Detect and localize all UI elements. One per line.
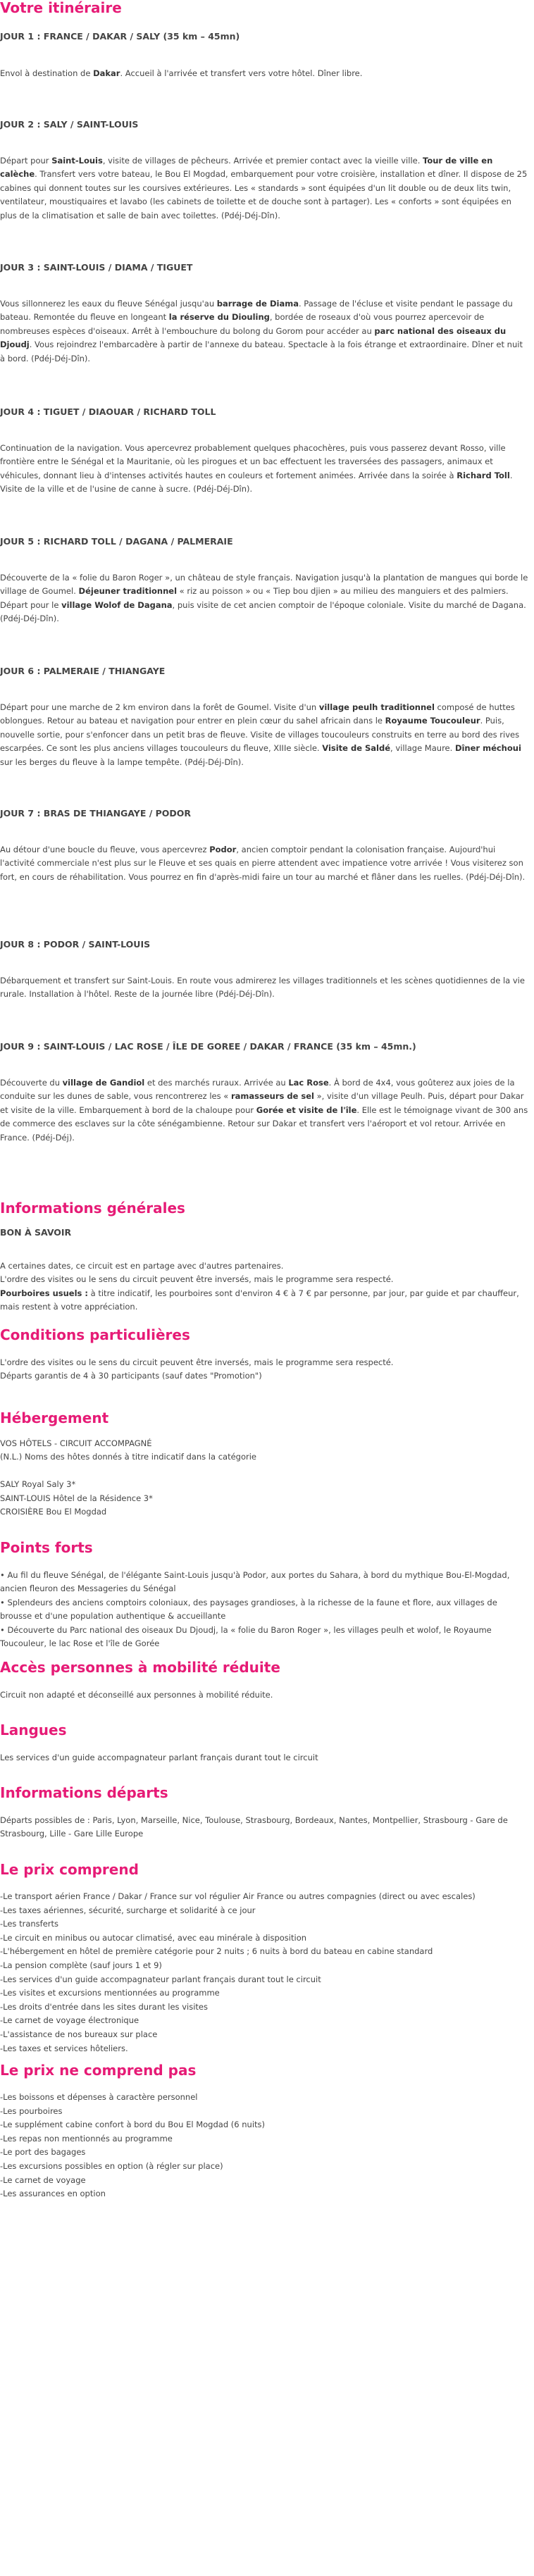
list-item: -Les taxes et services hôteliers. [0, 2043, 128, 2053]
day-title: JOUR 6 : PALMERAIE / THIANGAYE [0, 666, 166, 676]
day-title: JOUR 9 : SAINT-LOUIS / LAC ROSE / ÎLE DE GOREE / DAKAR / FRANCE (35 km – 45mn.) [0, 1041, 416, 1052]
day-description: Envol à destination de Dakar. Accueil à l'arrivée et transfert vers votre hôtel. Dîner libre. [0, 68, 363, 78]
langues-text: Les services d'un guide accompagnateur parlant français durant tout le circuit [0, 1753, 318, 1762]
list-item: -Le port des bagages [0, 2147, 86, 2158]
list-item: -Le transport aérien France / Dakar / France sur vol régulier Air France ou autres compagnies (direct ou avec escales) [0, 1891, 476, 1901]
list-item: -Le carnet de voyage [0, 2174, 86, 2185]
departs-text: Départs possibles de : Paris, Lyon, Marseille, Nice, Toulouse, Strasbourg, Bordeaux, Nantes, Montpellier, Strasbourg - Gare de Strasbourg, Lille - Gare Lille Europe [0, 1815, 508, 1839]
day-title: JOUR 2 : SALY / SAINT-LOUIS [0, 119, 139, 130]
hebergement-title: Hébergement [0, 1410, 109, 1426]
list-item: -Les assurances en option [0, 2189, 106, 2199]
list-item: -Le supplément cabine confort à bord du Bou El Mogdad (6 nuits) [0, 2120, 266, 2130]
list-item: -Les services d'un guide accompagnateur parlant français durant tout le circuit [0, 1974, 321, 1984]
ne-comprend-title: Le prix ne comprend pas [0, 2062, 197, 2079]
list-item: -Les visites et excursions mentionnées au programme [0, 1988, 220, 1998]
list-item: -Les pourboires [0, 2105, 63, 2116]
hebergement-line: CROISIÈRE Bou El Mogdad [0, 1507, 107, 1517]
day-description: Départ pour Saint-Louis, visite de villages de pêcheurs. Arrivée et premier contact avec la vieille ville. Tour de ville en calèche. Transfert vers votre bateau, le Bou El Mogdad, embarquement pour votre croisière, installation et dîner. Il dispose de 25 cabines qui donnent toutes sur les coursives extérieures. Les « standards » sont équipées d'un lit double ou de deux lits twin, ventilateur, moustiquaires et lavabo (les cabinets de toilette et de douche sont à partager). Les « conforts » sont équipées en plus de la climatisation et salle de bain avec toilettes. (Pdéj-Déj-Dîn). [0, 156, 528, 220]
general-info-title: Informations générales [0, 1200, 185, 1217]
day-description: Découverte de la « folie du Baron Roger », un château de style français. Navigation jusqu'à la plantation de mangues qui borde le village de Goumel. Déjeuner traditionnel « riz au poisson » ou « Tiep bou djien » au milieu des manguiers et des palmiers. Départ pour le village Wolof de Dagana, puis visite de cet ancien comptoir de l'époque coloniale. Visite du marché de Dagana. (Pdéj-Déj-Dîn). [0, 573, 528, 624]
departs-title: Informations départs [0, 1784, 168, 1801]
day-title: JOUR 4 : TIGUET / DIAOUAR / RICHARD TOLL [0, 406, 216, 417]
day-description: Continuation de la navigation. Vous apercevrez probablement quelques phacochères, puis vous passerez devant Rosso, ville frontière entre le Sénégal et la Mauritanie, où les pirogues et un bac effectuent les traversées des passagers, animaux et véhicules, donnant lieu à d'intenses activités hautes en couleurs et fortement animées. Arrivée dans la soirée à Richard Toll. Visite de la ville et de l'usine de canne à sucre. (Pdéj-Déj-Dîn). [0, 443, 513, 494]
day-description: Vous sillonnerez les eaux du fleuve Sénégal jusqu'au barrage de Diama. Passage de l'écluse et visite pendant le passage du bateau. Remontée du fleuve en longeant la réserve du Diouling, bordée de roseaux d'où vous pourrez apercevoir de nombreuses espèces d'oiseaux. Arrêt à l'embouchure du bolong du Gorom pour accéder au parc national des oiseaux du Djoudj. Vous rejoindrez l'embarcadère à partir de l'annexe du bateau. Spectacle à la fois étrange et extraordinaire. Dîner et nuit à bord. (Pdéj-Déj-Dîn). [0, 299, 523, 363]
day-title: JOUR 3 : SAINT-LOUIS / DIAMA / TIGUET [0, 262, 193, 273]
list-item: -Les excursions possibles en option (à régler sur place) [0, 2161, 223, 2171]
list-item: -La pension complète (sauf jours 1 et 9) [0, 1960, 162, 1970]
list-item: -Le circuit en minibus ou autocar climatisé, avec eau minérale à disposition [0, 1932, 307, 1943]
day-title: JOUR 5 : RICHARD TOLL / DAGANA / PALMERAIE [0, 536, 233, 547]
langues-title: Langues [0, 1722, 67, 1738]
list-item: -L'hébergement en hôtel de première catégorie pour 2 nuits ; 6 nuits à bord du bateau en cabine standard [0, 1946, 433, 1957]
list-item: -Les boissons et dépenses à caractère personnel [0, 2092, 198, 2102]
itinerary-title: Votre itinéraire [0, 0, 122, 16]
list-item: -L'assistance de nos bureaux sur place [0, 2029, 158, 2039]
day-description: Débarquement et transfert sur Saint-Louis. En route vous admirerez les villages traditionnels et les scènes quotidiennes de la vie rurale. Installation à l'hôtel. Reste de la journée libre (Pdéj-Déj-Dîn). [0, 976, 525, 1000]
good-to-know-subtitle: BON À SAVOIR [0, 1227, 72, 1238]
comprend-title: Le prix comprend [0, 1861, 139, 1878]
day-description: Découverte du village de Gandiol et des marchés ruraux. Arrivée au Lac Rose. À bord de 4x4, vous goûterez aux joies de la conduite sur les dunes de sable, vous rencontrerez les « ramasseurs de sel », visite d'un village Peulh. Puis, départ pour Dakar et visite de la ville. Embarquement à bord de la chaloupe pour Gorée et visite de l'île. Elle est le témoignage vivant de 300 ans de commerce des esclaves sur la côte sénégambienne. Retour sur Dakar et transfert vers l'aéroport et vol retour. Arrivée en France. (Pdéj-Déj). [0, 1078, 528, 1143]
list-item: -Le carnet de voyage électronique [0, 2015, 139, 2026]
list-item: -Les repas non mentionnés au programme [0, 2133, 173, 2143]
conditions-title: Conditions particulières [0, 1326, 190, 1343]
day-title: JOUR 1 : FRANCE / DAKAR / SALY (35 km – 45mn) [0, 31, 240, 42]
day-title: JOUR 8 : PODOR / SAINT-LOUIS [0, 939, 151, 950]
hebergement-line: (N.L.) Noms des hôtes donnés à titre indicatif dans la catégorie [0, 1452, 256, 1462]
hebergement-line: SAINT-LOUIS Hôtel de la Résidence 3* [0, 1493, 153, 1503]
day-description: Au détour d'une boucle du fleuve, vous apercevrez Podor, ancien comptoir pendant la colonisation française. Aujourd'hui l'activité commerciale n'est plus sur le Fleuve et ses quais en pierre attendent avec impatience votre arrivée ! Vous visiterez son fort, en cours de réhabilitation. Vous pourrez en fin d'après-midi faire un tour au marché et flâner dans les ruelles. (Pdéj-Déj-Dîn). [0, 845, 526, 882]
hebergement-line: VOS HÔTELS - CIRCUIT ACCOMPAGNÉ [0, 1438, 152, 1448]
accessibility-text: Circuit non adapté et déconseillé aux personnes à mobilité réduite. [0, 1690, 273, 1700]
day-title: JOUR 7 : BRAS DE THIANGAYE / PODOR [0, 808, 192, 819]
general-info-text: A certaines dates, ce circuit est en partage avec d'autres partenaires. L'ordre des visites ou le sens du circuit peuvent être inversés, mais le programme sera respecté. Pourboires usuels : à titre indicatif, les pourboires sont d'environ 4 € à 7 € par personne, par jour, par guide et par chauffeur, mais restent à votre appréciation. [0, 1261, 519, 1312]
hebergement-line: SALY Royal Saly 3* [0, 1479, 76, 1489]
list-item: -Les droits d'entrée dans les sites durant les visites [0, 2001, 208, 2012]
conditions-text: L'ordre des visites ou le sens du circuit peuvent être inversés, mais le programme sera respecté. Départs garantis de 4 à 30 participants (sauf dates "Promotion") [0, 1357, 394, 1381]
list-item: -Les taxes aériennes, sécurité, surcharge et solidarité à ce jour [0, 1905, 256, 1915]
list-item: -Les transferts [0, 1919, 58, 1929]
day-description: Départ pour une marche de 2 km environ dans la forêt de Goumel. Visite d'un village peulh traditionnel composé de huttes oblongues. Retour au bateau et navigation pour entrer en plein cœur du sahel africain dans le Royaume Toucouleur. Puis, nouvelle sortie, pour s'enfoncer dans un petit bras de fleuve. Visite de villages toucouleurs construits en terre au bord des rives escarpées. Ce sont les plus anciens villages toucouleurs du fleuve, XIIIe siècle. Visite de Saldé, village Maure. Dîner méchoui sur les berges du fleuve à la lampe tempête. (Pdéj-Déj-Dîn). [0, 702, 521, 767]
accessibility-title: Accès personnes à mobilité réduite [0, 1659, 280, 1676]
points-forts-title: Points forts [0, 1539, 93, 1556]
points-forts-text: • Au fil du fleuve Sénégal, de l'élégante Saint-Louis jusqu'à Podor, aux portes du Sahara, à bord du mythique Bou-El-Mogdad, ancien fleuron des Messageries du Sénégal • Splendeurs des anciens comptoirs coloniaux, des paysages grandioses, à la richesse de la faune et flore, aux villages de brousse et d'une population authentique & accueillante • Découverte du Parc national des oiseaux Du Djoudj, la « folie du Baron Roger », les villages peulh et wolof, le Royaume Toucouleur, le lac Rose et l'île de Gorée [0, 1570, 510, 1649]
